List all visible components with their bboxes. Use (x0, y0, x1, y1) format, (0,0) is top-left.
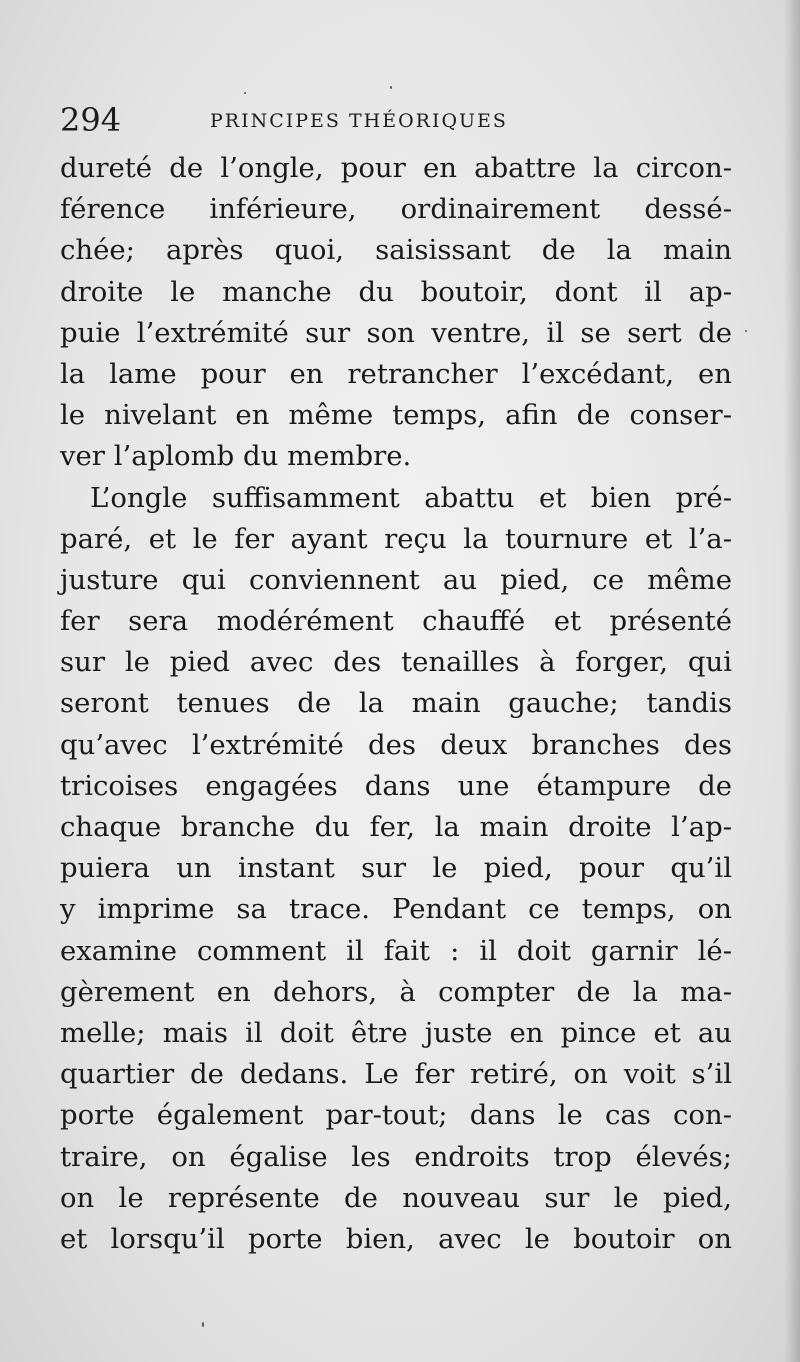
text-line: tricoises engagées dans une étampure de (60, 769, 732, 802)
text-line: L’ongle suffisamment abattu et bien pré- (90, 481, 732, 514)
running-head: PRINCIPES THÉORIQUES (210, 110, 508, 132)
text-line: quartier de dedans. Le fer retiré, on voit s’il (60, 1058, 732, 1091)
text-line: dureté de l’ongle, pour en abattre la circon- (60, 152, 732, 184)
text-line: et lorsqu’il porte bien, avec le boutoir on (60, 1222, 732, 1255)
text-line: puie l’extrémité sur son ventre, il se sert de (60, 316, 732, 349)
page-number: 294 (60, 101, 122, 139)
page-header (60, 100, 740, 140)
text-line: le nivelant en même temps, afin de conser- (60, 399, 732, 432)
text-line: férence inférieure, ordinairement dessé- (60, 193, 732, 226)
text-line: seront tenues de la main gauche; tandis (60, 687, 732, 720)
text-line: traire, on égalise les endroits trop élevés; (60, 1140, 732, 1173)
text-line: y imprime sa trace. Pendant ce temps, on (60, 893, 732, 926)
body-text (60, 148, 732, 1260)
text-line: la lame pour en retrancher l’excédant, en (60, 357, 732, 390)
text-line: melle; mais il doit être juste en pince et au (60, 1016, 732, 1049)
paper-speck (745, 330, 747, 332)
text-line: puiera un instant sur le pied, pour qu’il (60, 852, 732, 885)
text-line: droite le manche du boutoir, dont il ap- (60, 275, 732, 308)
paper-speck (202, 1322, 204, 1327)
text-line: sur le pied avec des tenailles à forger, qui (60, 646, 732, 679)
text-line: paré, et le fer ayant reçu la tournure et l’a- (60, 522, 732, 555)
text-line: qu’avec l’extrémité des deux branches des (60, 728, 732, 761)
paper-speck (244, 92, 246, 94)
paper-speck (390, 86, 392, 89)
text-line: on le représente de nouveau sur le pied, (60, 1181, 732, 1214)
text-line: examine comment il fait : il doit garnir lé- (60, 934, 732, 967)
text-line: fer sera modérément chauffé et présenté (60, 605, 732, 638)
text-line: chaque branche du fer, la main droite l’ap- (60, 811, 732, 843)
text-line: porte également par-tout; dans le cas con- (60, 1099, 732, 1132)
page-edge-shadow (784, 0, 800, 1362)
text-line: gèrement en dehors, à compter de la ma- (60, 975, 732, 1008)
text-line: ver l’aplomb du membre. (60, 440, 412, 473)
text-line: chée; après quoi, saisissant de la main (60, 234, 732, 267)
text-line: justure qui conviennent au pied, ce même (60, 563, 732, 596)
